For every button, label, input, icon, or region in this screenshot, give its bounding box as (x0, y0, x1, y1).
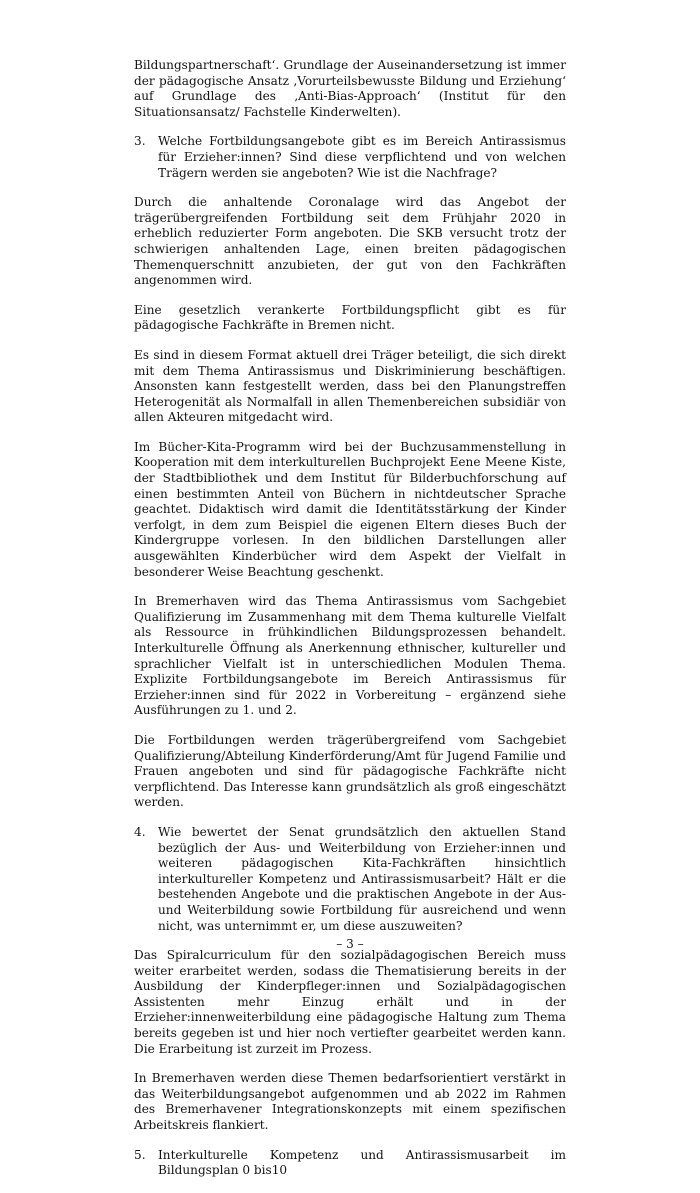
paragraph: Das Spiralcurriculum für den sozialpädagogischen Bereich muss weiter erarbeitet werden, sodass die Thematisierung bereits in der Ausbildung der Kinderpfleger:innen und Sozialpädagogischen Assistenten mehr Einzug erhält und in der Erzieher:innenweiterbildung eine pädagogische Haltung zum Thema bereits gegeben ist und hier noch vertiefter gearbeitet werden kann. Die Erarbeitung ist zurzeit im Prozess. (134, 948, 566, 1056)
question-text: Interkulturelle Kompetenz und Antirassismusarbeit im Bildungsplan 0 bis10 (158, 1147, 566, 1178)
question-5 (134, 1148, 566, 1179)
question-number: 4. (134, 824, 146, 839)
paragraph: Im Bücher-Kita-Programm wird bei der Buchzusammenstellung in Kooperation mit dem interkulturellen Buchprojekt Eene Meene Kiste, der Stadtbibliothek und dem Institut für Bilderbuchforschung auf einen bestimmten Anteil von Büchern in nichtdeutscher Sprache geachtet. Didaktisch wird damit die Identitätsstärkung der Kinder verfolgt, in dem zum Beispiel die eigenen Eltern dieses Buch der Kindergruppe vorlesen. In den bildlichen Darstellungen aller ausgewählten Kinderbücher wird dem Aspekt der Vielfalt in besonderer Weise Beachtung geschenkt. (134, 439, 566, 579)
paragraph: Es sind in diesem Format aktuell drei Träger beteiligt, die sich direkt mit dem Thema Antirassismus und Diskriminierung beschäftigen. Ansonsten kann festgestellt werden, dass bei den Planungstreffen Heterogenität als Normalfall in allen Themenbereichen subsidiär von allen Akteuren mitgedacht wird. (134, 347, 566, 425)
paragraph: Durch die anhaltende Coronalage wird das Angebot der trägerübergreifenden Fortbildung seit dem Frühjahr 2020 in erheblich reduzierter Form angeboten. Die SKB versucht trotz der schwierigen anhaltenden Lage, einen breiten pädagogischen Themenquerschnitt anzubieten, der gut von den Fachkräften angenommen wird. (134, 195, 566, 288)
document-body (134, 58, 566, 1193)
question-3 (134, 134, 566, 181)
question-number: 3. (134, 134, 146, 149)
question-number: 5. (134, 1147, 146, 1162)
question-4 (134, 825, 566, 934)
page-number: – 3 – (336, 937, 364, 951)
paragraph: Bildungspartnerschaft‘. Grundlage der Auseinandersetzung ist immer der pädagogische Ansatz ‚Vorurteilsbewusste Bildung und Erziehung‘ auf Grundlage des ‚Anti-Bias-Approach‘ (Institut für den Situationsansatz/ Fachstelle Kinderwelten). (134, 58, 566, 119)
paragraph: Eine gesetzlich verankerte Fortbildungspflicht gibt es für pädagogische Fachkräfte in Bremen nicht. (134, 302, 566, 333)
paragraph: Die Fortbildungen werden trägerübergreifend vom Sachgebiet Qualifizierung/Abteilung Kinderförderung/Amt für Jugend Familie und Frauen angeboten und sind für pädagogische Fachkräfte nicht verpflichtend. Das Interesse kann grundsätzlich als groß eingeschätzt werden. (134, 732, 566, 810)
question-text: Welche Fortbildungsangebote gibt es im Bereich Antirassismus für Erzieher:innen? Sind diese verpflichtend und von welchen Trägern werden sie angeboten? Wie ist die Nachfrage? (158, 134, 566, 180)
paragraph: In Bremerhaven wird das Thema Antirassismus vom Sachgebiet Qualifizierung im Zusammenhang mit dem Thema kulturelle Vielfalt als Ressource in frühkindlichen Bildungsprozessen behandelt. Interkulturelle Öffnung als Anerkennung ethnischer, kultureller und sprachlicher Vielfalt ist in unterschiedlichen Modulen Thema. Explizite Fortbildungsangebote im Bereich Antirassismus für Erzieher:innen sind für 2022 in Vorbereitung – ergänzend siehe Ausführungen zu 1. und 2. (134, 594, 566, 718)
paragraph: In Bremerhaven werden diese Themen bedarfsorientiert verstärkt in das Weiterbildungsangebot aufgenommen und ab 2022 im Rahmen des Bremerhavener Integrationskonzepts mit einem spezifischen Arbeitskreis flankiert. (134, 1071, 566, 1133)
question-text: Wie bewertet der Senat grundsätzlich den aktuellen Stand bezüglich der Aus- und Weiterbildung von Erzieher:innen und weiteren pädagogischen Kita-Fachkräften hinsichtlich interkultureller Kompetenz und Antirassismusarbeit? Hält er die bestehenden Angebote und die praktischen Angebote in der Aus- und Weiterbildung sowie Fortbildung für ausreichend und wenn nicht, was unternimmt er, um diese auszuweiten? (158, 824, 566, 933)
